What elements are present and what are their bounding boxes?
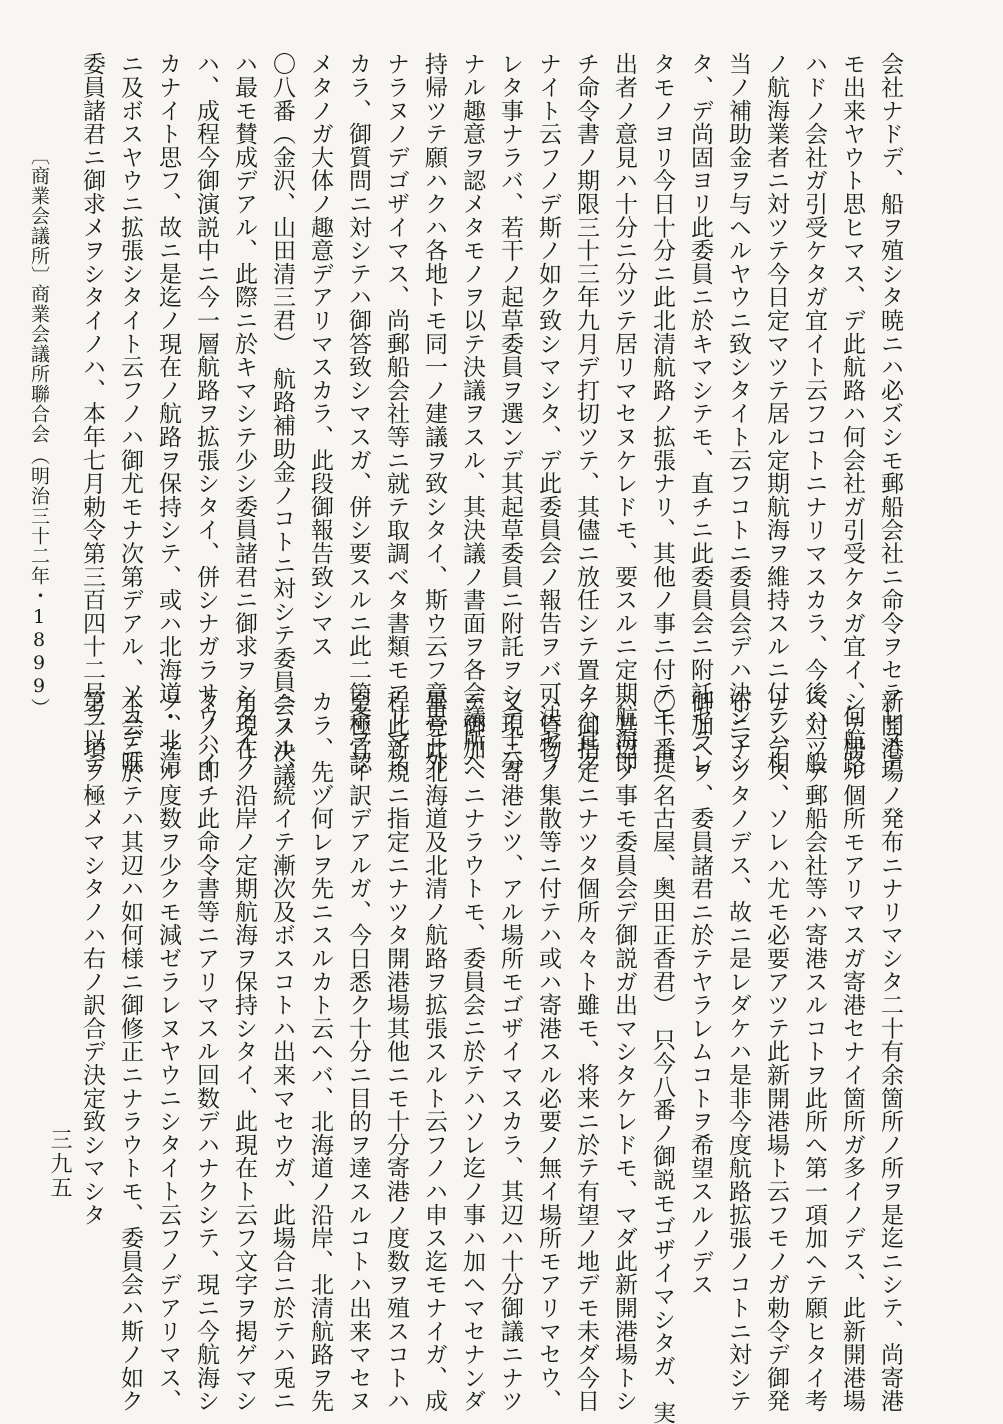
text-line: ハドノ会社ガ引受ケタガ宜イト云フコトニナリマスカラ、今後ハ一般 xyxy=(801,52,827,775)
text-line: 本会ニ於テハ其辺ハ如何様ニ御修正ニナラウトモ、委員会ハ斯ノ如ク xyxy=(117,690,143,1413)
text-line: タノハ即チ此命令書等ニアリマスル回数デハナクシテ、現ニ今航海シ xyxy=(193,690,219,1413)
text-line: メタノガ大体ノ趣意デアリマスカラ、此段御報告致シマス xyxy=(307,52,333,658)
text-line: 程此新規ニ指定ニナツタ開港場其他ニモ十分寄港ノ度数ヲ殖スコトハ xyxy=(383,690,409,1413)
text-line: 会社ナドデ、船ヲ殖シタ暁ニハ必ズシモ郵船会社ニ命令ヲセラレヌデ xyxy=(877,52,903,775)
running-header-date: （明治三十二年・1899） xyxy=(28,446,50,718)
running-header-section: 〔商業会議所〕 xyxy=(28,146,50,286)
text-line: シテ居ル個所モアリマスガ寄港セナイ箇所ガ多イノデス、此新開港場 xyxy=(839,690,865,1413)
text-line: タ、デ尚固ヨリ此委員ニ於キマシテモ、直チニ此委員会ニ附託セラレ xyxy=(687,52,713,775)
text-line: 〇八番（金沢、山田清三君） 航路補助金ノコトニ対シテ委員会ノ決議 xyxy=(269,52,295,787)
text-line: タモノヨリ今日十分ニ此北清航路ノ拡張ナリ、其他ノ事ニ付テモ、提 xyxy=(649,52,675,775)
text-line: 御加ヘヲ、委員諸君ニ於テヤラレムコトヲ希望スルノデス xyxy=(687,690,713,1296)
text-line: ニスル、続イテ漸次及ボスコトハ出来マセウガ、此場合ニ於テハ兎ニ xyxy=(269,690,295,1413)
text-line: 出者ノ意見ハ十分ニ分ツテ居リマセヌケレドモ、要スルニ定期航海即 xyxy=(611,52,637,775)
text-line: 持帰ツテ願ハクハ各地トモ同一ノ建議ヲ致シタイ、斯ウ云フ意思ニ外 xyxy=(421,52,447,775)
text-line: ハ其辺ノ事モ委員会デ御説ガ出マシタケレドモ、マダ此新開港場トシ xyxy=(611,690,637,1413)
text-line: レタ事ナラバ、若干ノ起草委員ヲ選ンデ其起草委員ニ附託ヲシテ十分 xyxy=(497,52,523,775)
text-line: ノ航海業者ニ対ツテ今日定マツテ居ル定期航海ヲ維持スルニ付テハ相 xyxy=(763,52,789,775)
text-line: 第一項ヲ極メマシタノハ右ノ訳合デ決定致シマシタ xyxy=(79,690,105,1226)
text-line: テ御加ヘニナラウトモ、委員会ニ於テハソレ迄ノ事ハ加ヘマセナンダ xyxy=(459,690,485,1413)
text-line: 当ノ補助金ヲ与ヘルヤウニ致シタイト云フコトニ委員会デハ決シマシ xyxy=(725,52,751,775)
text-line: 又現ニ寄港シツ、アル場所モゴザイマスカラ、其辺ハ十分御議ニナツ xyxy=(497,690,523,1413)
page-number: 三九五 xyxy=(47,1128,72,1200)
text-line: 畢竟此北海道及北清ノ航路ヲ拡張スルト云フノハ申ス迄モナイガ、成 xyxy=(421,690,447,1413)
text-line: 角現在ノ沿岸ノ定期航海ヲ保持シタイ、此現在ト云フ文字ヲ掲ゲマシ xyxy=(231,690,257,1413)
text-line: ハ、成程今御演説中ニ今一層航路ヲ拡張シタイ、併シナガラサウハイ xyxy=(193,52,219,775)
text-line: 新開港場ノ発布ニナリマシタ二十有余箇所ノ所ヲ是迄ニシテ、尚寄港 xyxy=(877,690,903,1413)
text-line: ヘ対ツテ郵船会社等ハ寄港スルコトヲ此所へ第一項加ヘテ願ヒタイ考 xyxy=(801,690,827,1413)
running-header-title: 商業会議所聯合会 xyxy=(28,284,50,444)
text-line: カラ、先ヅ何レヲ先ニスルカト云ヘバ、北海道ノ沿岸、北清航路ヲ先 xyxy=(307,690,333,1413)
text-line: カラ、御質問ニ対シテハ御答致シマスガ、併シ要スルニ此二箇条ヲ認 xyxy=(345,52,371,775)
text-line: カナイト思フ、故ニ是迄ノ現在ノ航路ヲ保持シテ、或ハ北海道・北清 xyxy=(155,52,181,775)
text-line: 委員諸君ニ御求メヲシタイノハ、本年七月勅令第三百四十二号ヲ以テ xyxy=(79,52,105,775)
text-line: 〇十番（名古屋、奥田正香君） 只今八番ノ御説モゴザイマシタガ、実 xyxy=(649,690,675,1424)
text-line: ナイト云フノデ斯ノ如ク致シマシタ、デ此委員会ノ報告ヲバ可決セラ xyxy=(535,52,561,775)
text-line: 布ニナツタノデス、故ニ是レダケハ是非今度航路拡張ノコトニ対シテ xyxy=(725,690,751,1413)
text-line: モ出来ヤウト思ヒマス、デ此航路ハ何会社ガ引受ケタガ宜イ、何航路 xyxy=(839,52,865,775)
text-line: テ御指定ニナツタ個所々々ト雖モ、将来ニ於テ有望ノ地デモ未ダ今日 xyxy=(573,690,599,1413)
text-line: ナンデス、ソレハ尤モ必要アツテ此新開港場ト云フモノガ勅令デ御発 xyxy=(763,690,789,1413)
text-line: ニ及ボスヤウニ拡張シタイト云フノハ御尤モナ次第デアル、ソコデ唯 xyxy=(117,52,143,775)
text-line: ナル趣意ヲ認メタモノヲ以テ決議ヲスル、其決議ノ書面ヲ各会議所へ xyxy=(459,52,485,775)
text-line: チ命令書ノ期限三十三年九月デ打切ツテ、其儘ニ放任シテ置クハ宜ク xyxy=(573,52,599,775)
text-line: ツ、アル度数ヲ少クモ減ゼラレヌヤウニシタイト云フノデアリマス、 xyxy=(155,690,181,1413)
text-line: ナラヌノデゴザイマス、尚郵船会社等ニ就テ取調ベタ書類モアリマス xyxy=(383,52,409,775)
text-line: ハ貨物ノ集散等ニ付テハ或ハ寄港スル必要ノ無イ場所モアリマセウ、 xyxy=(535,690,561,1413)
text-line: 至極宜イ訳デアルガ、今日悉ク十分ニ目的ヲ達スルコトハ出来マセヌ xyxy=(345,690,371,1413)
text-line: ハ最モ賛成デアル、此際ニ於キマシテ少シ委員諸君ニ御求ヲシタイノ xyxy=(231,52,257,775)
